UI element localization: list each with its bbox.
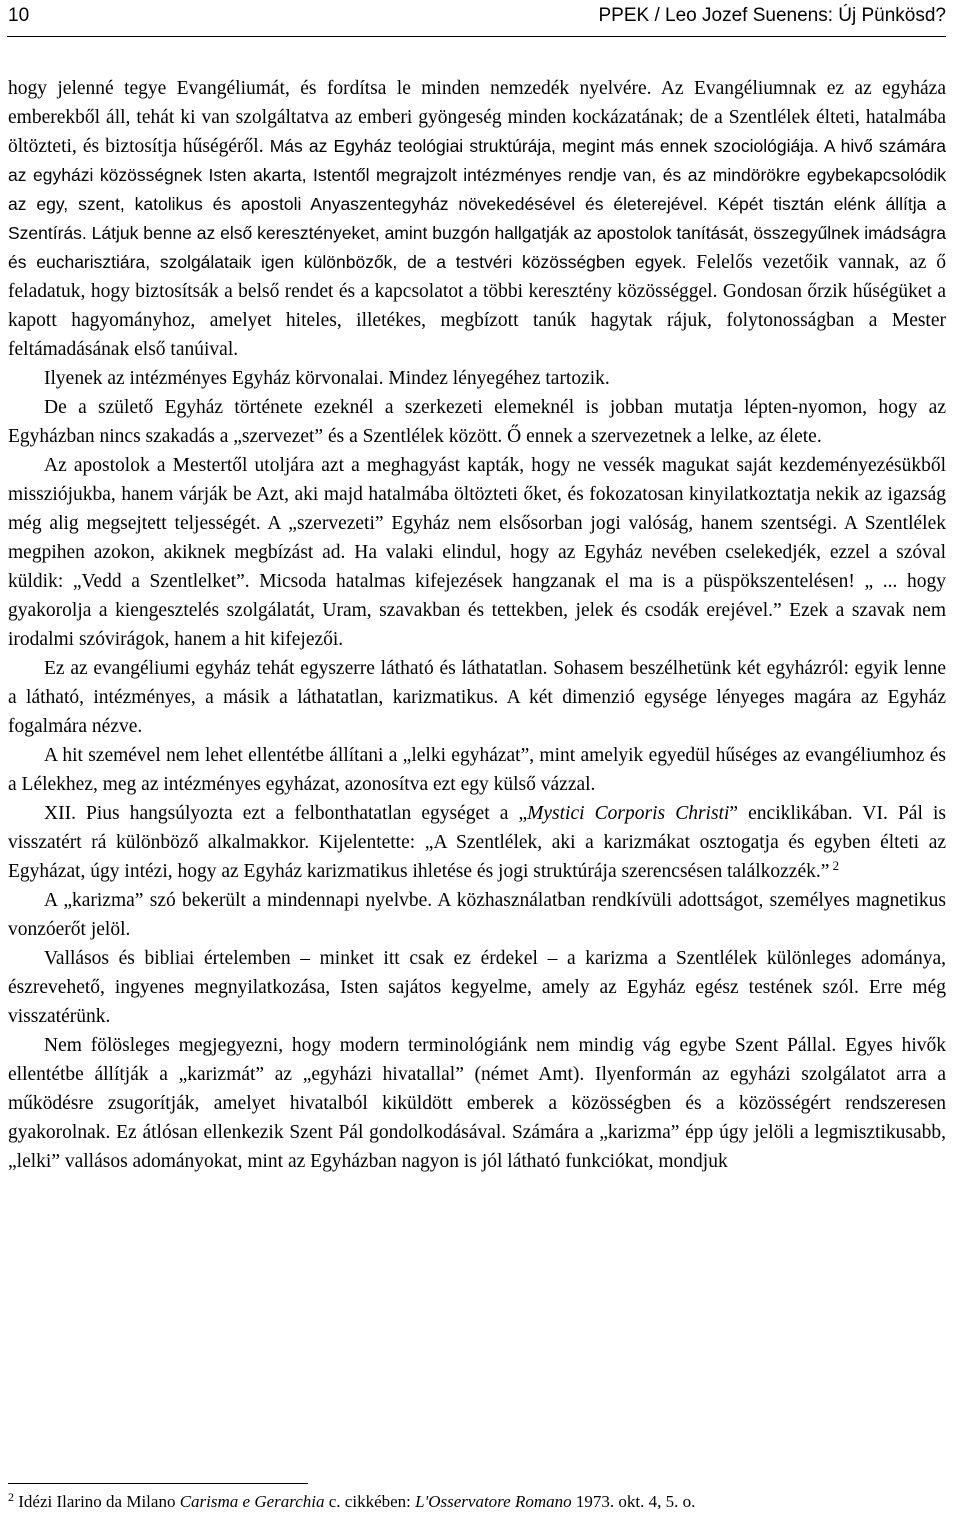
footnote — [8, 1491, 946, 1513]
footnote-reference: 2 — [829, 858, 840, 873]
running-title: PPEK / Leo Jozef Suenens: Új Pünkösd? — [598, 5, 946, 26]
paragraph — [8, 799, 946, 886]
text-segment: Ez az evangéliumi egyház tehát egyszerre látható és láthatatlan. Sohasem beszélhetünk két egyházról: egyik lenne a látható, intézményes, a másik a láthatatlan, karizmatikus. A két dimenzió egysége lényeges magára az Egyház fogalmára nézve. — [8, 658, 946, 737]
header-divider — [7, 36, 946, 37]
footnote-divider — [8, 1483, 308, 1484]
footnote-number: 2 — [8, 1490, 14, 1504]
text-segment: Az apostolok a Mestertől utoljára azt a meghagyást kapták, hogy ne vessék magukat saját kezdeményezésükből missziójukba, hanem várják be Azt, aki majd hatalmába öltözteti őket, és fokozatosan kinyilatkoztatja nekik az igazság még alig megsejtett teljességét. A „szervezeti” Egyház nem elsősorban jogi valóság, hanem szentségi. A Szentlélek megpihen azokon, akiknek megbízást ad. Ha valaki elindul, hogy az Egyház nevében cselekedjék, ezzel a szóval küldik: „Vedd a Szentlelket”. Micsoda hatalmas kifejezések hangzanak el ma is a püspökszentelésen! „ ... hogy gyakorolja a kiengesztelés szolgálatát, Uram, szavakban és tettekben, jelek és csodák erejével.” Ezek a szavak nem irodalmi szóvirágok, hanem a hit kifejezői. — [8, 455, 946, 650]
text-segment: hogy jelenné tegye Evangéliumát, és fordítsa le minden nemzedék nyelvére. Az Evangéliumnak ez az egyháza emberekből áll, tehát ki van szolgáltatva az emberi gyöngeség minden kockázatának; de a Szentlélek élteti, hatalmába öltözteti, és biztosítja hűségéről. — [8, 78, 946, 157]
text-segment: Carisma e Gerarchia — [179, 1492, 325, 1511]
paragraph — [8, 944, 946, 1031]
text-segment: Vallásos és bibliai értelemben – minket itt csak ez érdekel – a karizma a Szentlélek különleges adománya, észrevehető, ingyenes megnyilatkozása, Isten sajátos kegyelme, amely az Egyház egész testének szól. Erre még visszatérünk. — [8, 948, 946, 1027]
text-segment: De a születő Egyház története ezeknél a szerkezeti elemeknél is jobban mutatja lépten-nyomon, hogy az Egyházban nincs szakadás a „szervezet” és a Szentlélek között. Ő ennek a szervezetnek a lelke, az élete. — [8, 397, 946, 447]
text-segment: Mystici Corporis Christi — [527, 803, 730, 824]
paragraph — [8, 393, 946, 451]
text-segment: 1973. okt. 4, 5. o. — [571, 1492, 696, 1511]
text-segment: A hivő számára az egyházi közösségnek Isten akarta, Istentől megrajzolt intézményes rendje van, és az mindörökre egybekapcsolódik az egy, szent, katolikus és apostoli Anyaszentegyház növekedésével és életerejével. Képét tisztán elénk állítja a Szentírás. — [8, 136, 946, 243]
text-segment: L'Osservatore Romano — [415, 1492, 572, 1511]
page-header — [8, 4, 946, 32]
page-number: 10 — [8, 5, 30, 26]
text-segment: Más az Egyház teológiai struktúrája, megint más ennek szociológiája. — [269, 136, 819, 156]
paragraph — [8, 74, 946, 364]
text-segment: Idézi Ilarino da Milano — [18, 1492, 180, 1511]
text-segment: Látjuk benne az első keresztényeket, amint buzgón hallgatják az apostolok tanítását, összegyűlnek imádságra és eucharisztiára, szolgálataik igen különbözők, de a testvéri közösségben egyek. — [8, 223, 946, 272]
body-text — [8, 74, 946, 1176]
text-segment: Ilyenek az intézményes Egyház körvonalai. Mindez lényegéhez tartozik. — [44, 368, 610, 389]
paragraph — [8, 451, 946, 654]
paragraph — [8, 886, 946, 944]
text-segment: A hit szemével nem lehet ellentétbe állítani a „lelki egyházat”, mint amelyik egyedül hűséges az evangéliumhoz és a Lélekhez, meg az intézményes egyházat, azonosítva ezt egy külső vázzal. — [8, 745, 946, 795]
text-segment: A „karizma” szó bekerült a mindennapi nyelvbe. A közhasználatban rendkívüli adottságot, személyes magnetikus vonzóerőt jelöl. — [8, 890, 946, 940]
paragraph — [8, 741, 946, 799]
paragraph — [8, 1031, 946, 1176]
text-segment: c. cikkében: — [324, 1492, 416, 1511]
text-segment: Felelős vezetőik vannak, az ő feladatuk, hogy biztosítsák a belső rendet és a kapcsolatot a többi keresztény közösséggel. Gondosan őrzik hűségüket a kapott hagyományhoz, amelyet hiteles, illetékes, megbízott tanúk hagytak rájuk, folytonosságban a Mester feltámadásának első tanúival. — [8, 252, 947, 360]
text-segment: Nem fölösleges megjegyezni, hogy modern terminológiánk nem mindig vág egybe Szent Pállal. Egyes hivők ellentétbe állítják a „karizmát” az „egyházi hivatallal” (német Amt). Ilyenformán az egyházi szolgálatot arra a működésre zsugorítják, amelyet hivatalból kiküldött emberek a közösségben és a közösségért rendszeresen gyakorolnak. Ez átlósan ellenkezik Szent Pál gondolkodásával. Számára a „karizma” épp úgy jelöli a legmisztikusabb, „lelki” vallásos adományokat, mint az Egyházban nagyon is jól látható funkciókat, mondjuk — [8, 1035, 946, 1172]
text-segment: XII. Pius hangsúlyozta ezt a felbonthatatlan egységet a „ — [44, 803, 528, 824]
text-segment: ” enciklikában. VI. Pál is visszatért rá különböző alkalmakkor. Kijelentette: „A Szentlélek, aki a karizmákat osztogatja és egyben élteti az Egyházat, úgy intézi, hogy az Egyház karizmatikus ihletése és jogi struktúrája szerencsésen találkozzék.” — [8, 803, 946, 882]
paragraph — [8, 654, 946, 741]
paragraph — [8, 364, 946, 393]
